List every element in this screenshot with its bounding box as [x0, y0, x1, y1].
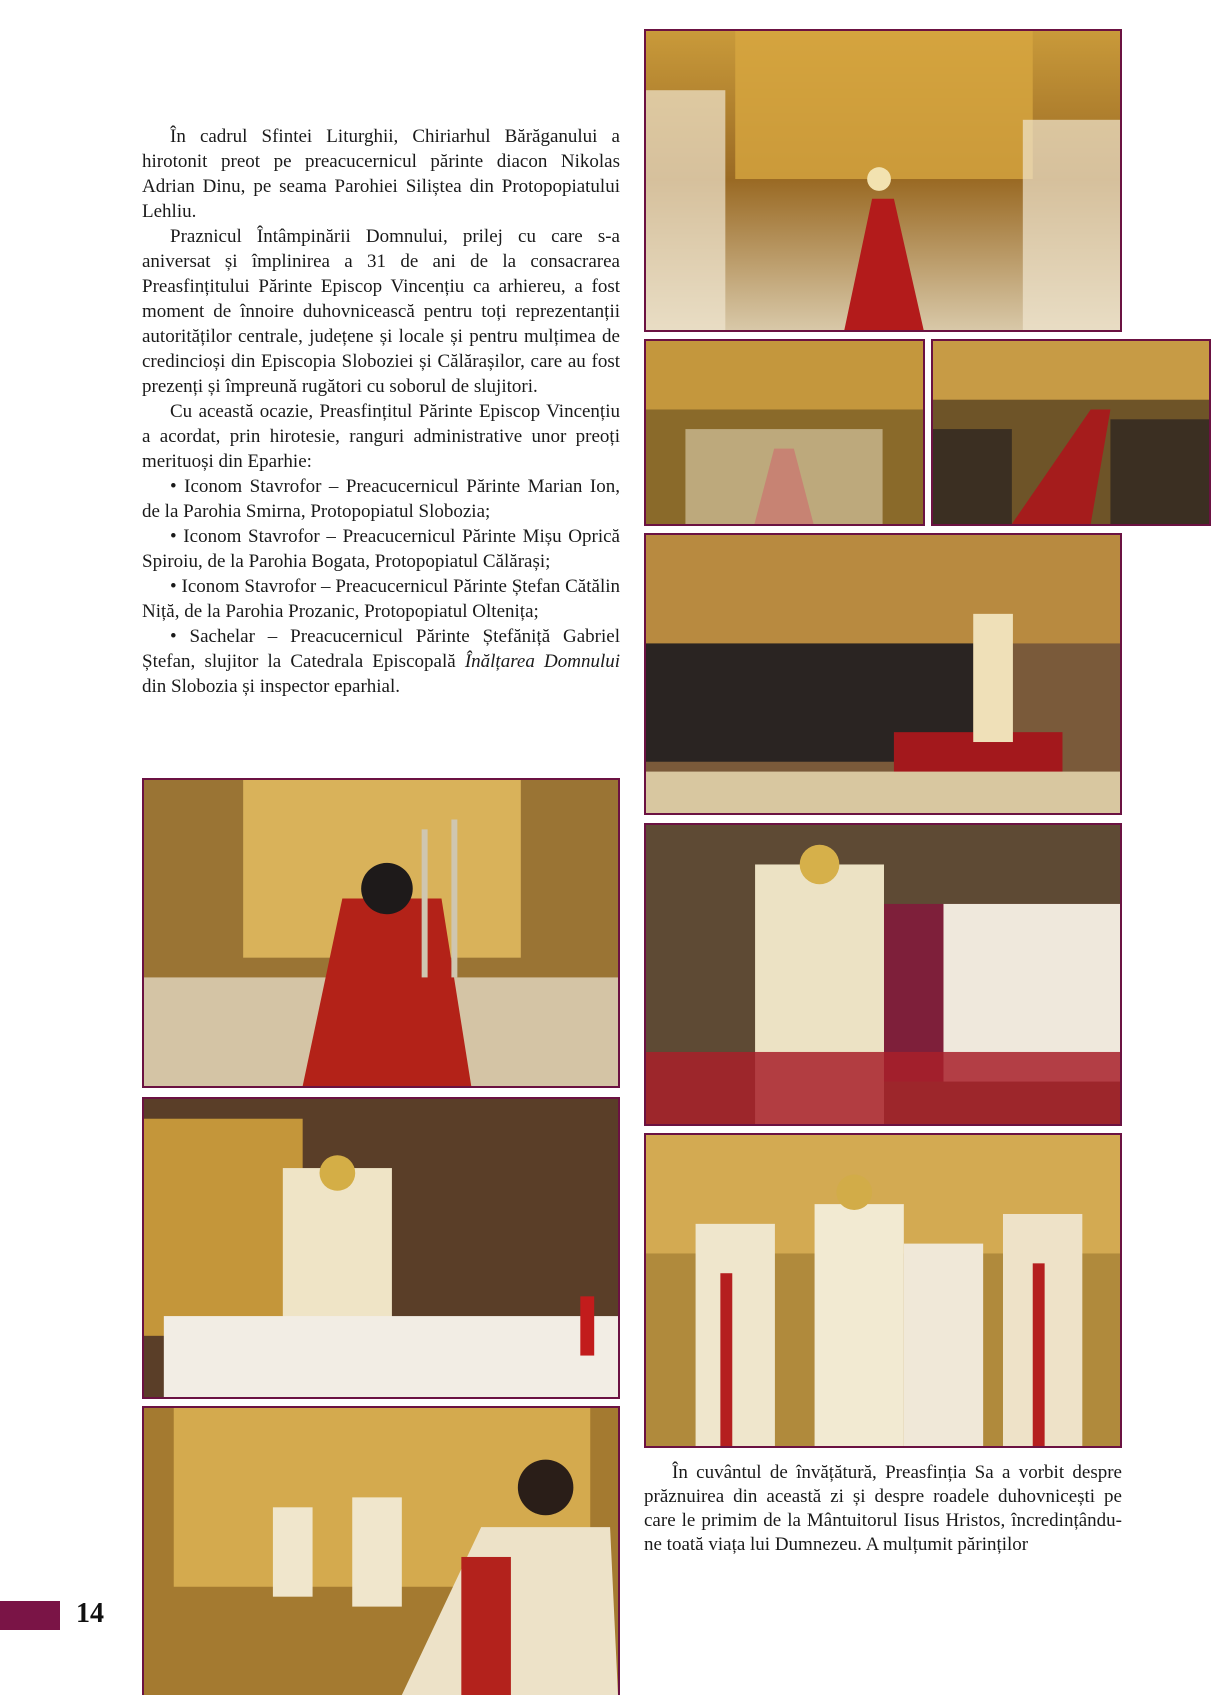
list-item: • Iconom Stavrofor – Preacucernicul Părinte Ștefan Cătălin Niță, de la Parohia Prozanic, Protopopiatul Oltenița;: [142, 576, 620, 622]
page-number: 14: [76, 1598, 104, 1629]
photo-bishop-candles: [142, 778, 620, 1088]
page-number-bar: [0, 1601, 60, 1630]
list-item-text: din Slobozia și inspector eparhial.: [142, 676, 401, 697]
list-item: • Iconom Stavrofor – Preacucernicul Părinte Mișu Oprică Spiroiu, de la Parohia Bogata, Protopopiatul Călărași;: [142, 526, 620, 572]
list-item: • Iconom Stavrofor – Preacucernicul Părinte Marian Ion, de la Parohia Smirna, Protopopiatul Slobozia;: [142, 476, 620, 522]
list-item: [142, 624, 620, 699]
article-text-column: [142, 124, 620, 699]
photo-bishop-altar-table: [142, 1097, 620, 1399]
paragraph: În cuvântul de învățătură, Preasfinția Sa a vorbit despre prăznuirea din această zi și despre roadele duhovnicești pe care le primim de la Mântuitorul Iisus Hristos, încredințându-ne toată viața lui Dumnezeu. A mulțumit părinților: [644, 1462, 1122, 1555]
photo-bishop-enthroned: [644, 823, 1122, 1126]
photo-cathedral-procession: [644, 29, 1122, 332]
cathedral-name: Înălțarea Domnului: [464, 651, 621, 672]
list-item-text: • Sachelar – Preacucernicul Părinte Ștefăniță Gabriel Ștefan, slujitor la Catedrala Episcopală: [142, 626, 620, 672]
photo-iconostasis-deacon: [142, 1406, 620, 1695]
paragraph: Cu această ocazie, Preasfințitul Părinte Episcop Vincențiu a acordat, prin hirotesie, ranguri administrative unor preoți merituoși din Eparhie:: [142, 401, 620, 472]
photo-bishop-officials: [644, 533, 1122, 815]
photo-nave-aerial-right: [931, 339, 1211, 526]
paragraph: Praznicul Întâmpinării Domnului, prilej cu care s-a aniversat și împlinirea a 31 de ani de la consacrarea Preasfințitului Părinte Episcop Vincențiu ca arhiereu, a fost moment de înnoire duhovnicească pentru toți reprezentanții autorităților centrale, județene și locale și pentru mulțimea de credincioși din Episcopia Sloboziei și Călărașilor, care au fost prezenți și împreună rugători cu soborul de slujitori.: [142, 226, 620, 397]
photo-ordination-group: [644, 1133, 1122, 1448]
photo-nave-clergy-left: [644, 339, 925, 526]
paragraph: În cadrul Sfintei Liturghii, Chiriarhul Bărăganului a hirotonit preot pe preacucernicul părinte diacon Nikolas Adrian Dinu, pe seama Parohiei Siliștea din Protopopiatului Lehliu.: [142, 126, 620, 222]
continuation-text: [644, 1461, 1122, 1557]
